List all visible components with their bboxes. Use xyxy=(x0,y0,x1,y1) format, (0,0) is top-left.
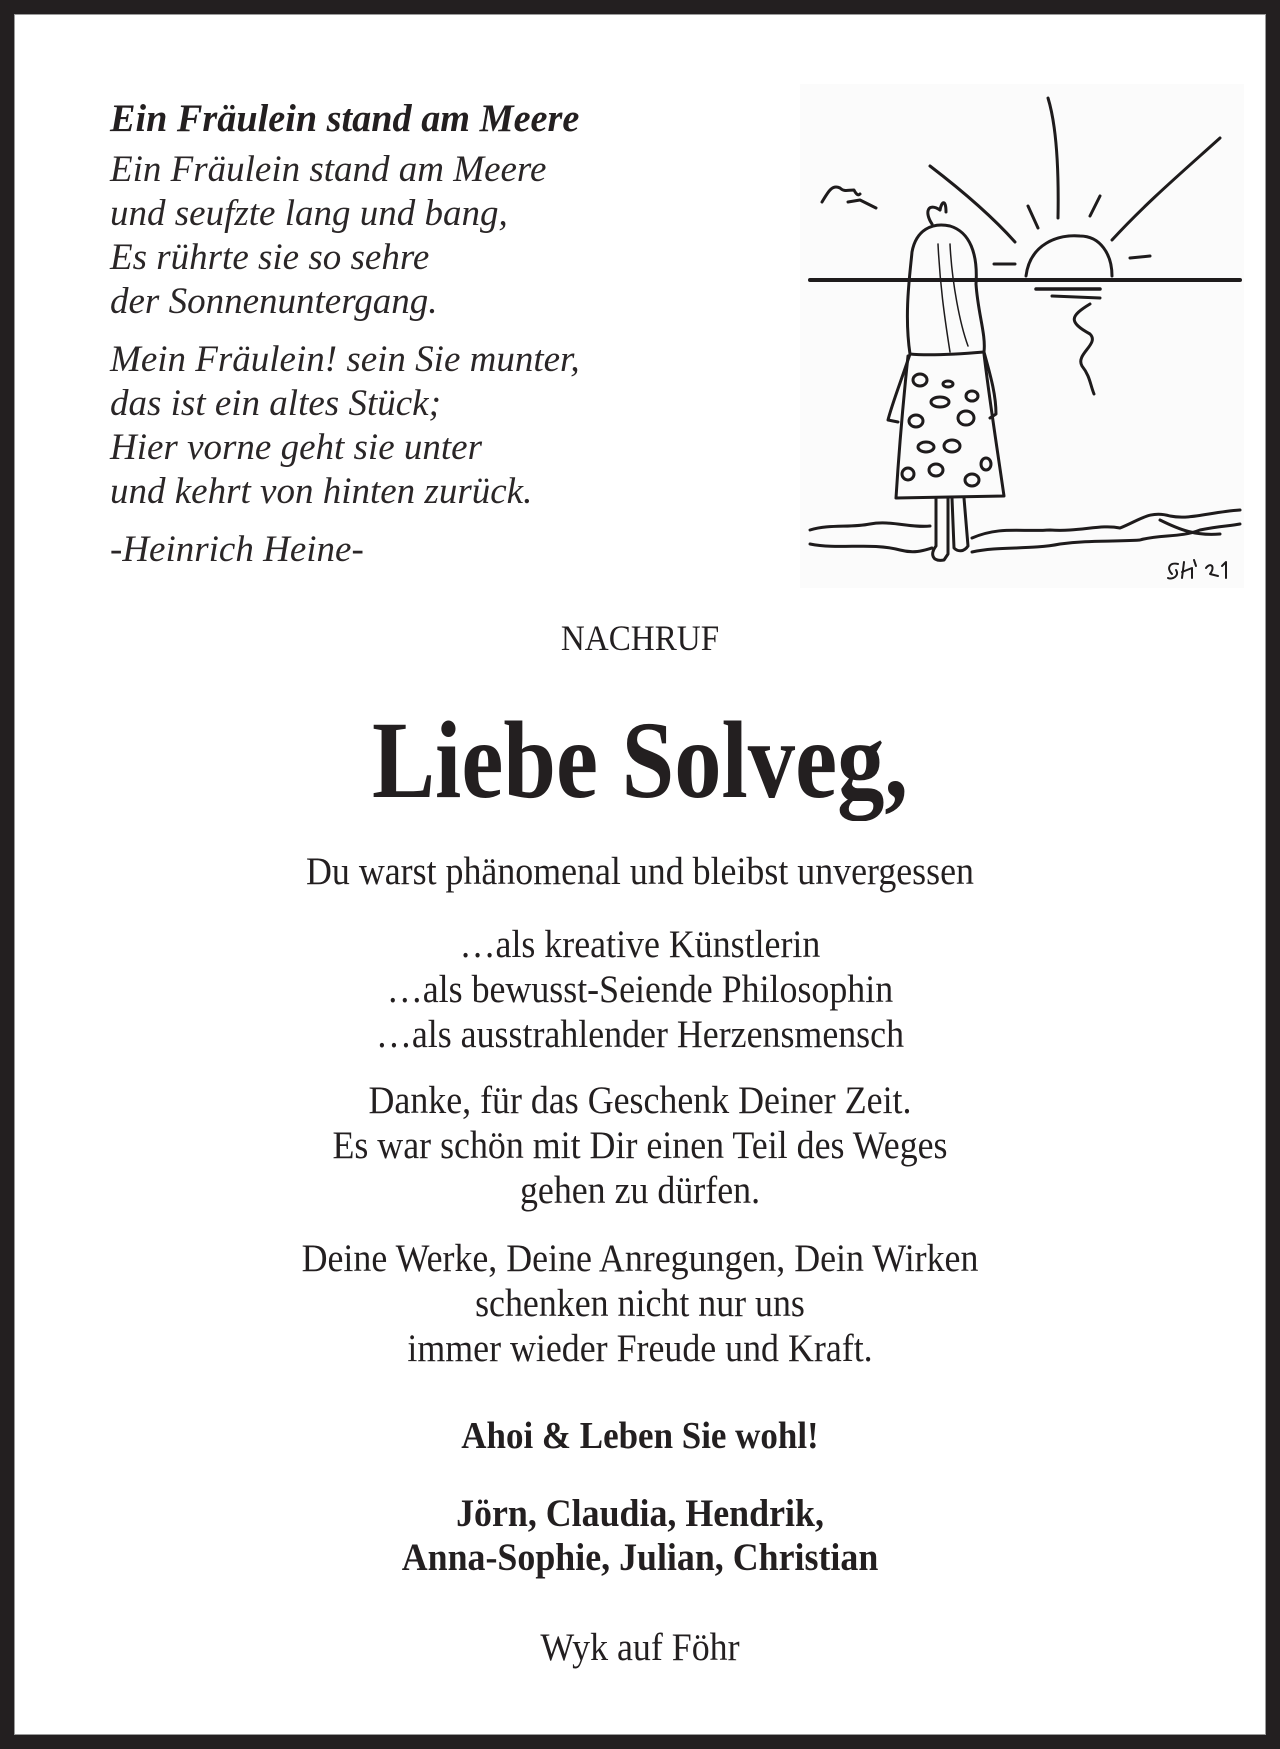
poem-line: und kehrt von hinten zurück. xyxy=(110,471,533,512)
farewell-line: Ahoi & Leben Sie wohl! xyxy=(461,1415,819,1457)
poem-line: und seufzte lang und bang, xyxy=(110,193,508,234)
obituary-headline: Liebe Solveg, xyxy=(371,699,909,821)
thanks-line: Danke, für das Geschenk Deiner Zeit. xyxy=(368,1079,912,1122)
poem-line: Hier vorne geht sie unter xyxy=(110,427,482,468)
poem-line: der Sonnenuntergang. xyxy=(110,281,438,322)
role-line: …als ausstrahlender Herzensmensch xyxy=(375,1013,905,1056)
poem-title: Ein Fräulein stand am Meere xyxy=(110,97,580,140)
works-block xyxy=(64,1236,1216,1371)
signers-block xyxy=(64,1492,1216,1580)
works-line: Deine Werke, Deine Anregungen, Dein Wirken xyxy=(301,1237,979,1280)
poem-line: Es rührte sie so sehre xyxy=(110,237,430,278)
poem-block xyxy=(110,94,790,572)
roles-block xyxy=(64,922,1216,1057)
obituary-card xyxy=(14,14,1266,1735)
obituary-tagline: Du warst phänomenal und bleibst unvergessen xyxy=(306,850,974,893)
works-line: schenken nicht nur uns xyxy=(475,1282,805,1325)
poem-line: Ein Fräulein stand am Meere xyxy=(110,149,547,190)
thanks-line: Es war schön mit Dir einen Teil des Weges xyxy=(332,1124,948,1167)
role-line: …als kreative Künstlerin xyxy=(459,923,821,966)
poem-attribution: -Heinrich Heine- xyxy=(110,529,364,570)
poem-stanza-1 xyxy=(110,148,790,324)
thanks-block xyxy=(64,1078,1216,1213)
poem-line: das ist ein altes Stück; xyxy=(110,383,441,424)
signer-line: Jörn, Claudia, Hendrik, xyxy=(456,1492,824,1535)
thanks-line: gehen zu dürfen. xyxy=(519,1169,761,1212)
role-line: …als bewusst-Seiende Philosophin xyxy=(386,968,894,1011)
poem-stanza-2 xyxy=(110,338,790,514)
place-line: Wyk auf Föhr xyxy=(540,1626,740,1669)
obituary-kicker: NACHRUF xyxy=(560,618,720,658)
sunset-drawing-icon xyxy=(800,84,1244,588)
poem-line: Mein Fräulein! sein Sie munter, xyxy=(110,339,580,380)
signer-line: Anna-Sophie, Julian, Christian xyxy=(401,1536,879,1579)
works-line: immer wieder Freude und Kraft. xyxy=(407,1327,873,1370)
sunset-girl-illustration xyxy=(800,84,1244,588)
